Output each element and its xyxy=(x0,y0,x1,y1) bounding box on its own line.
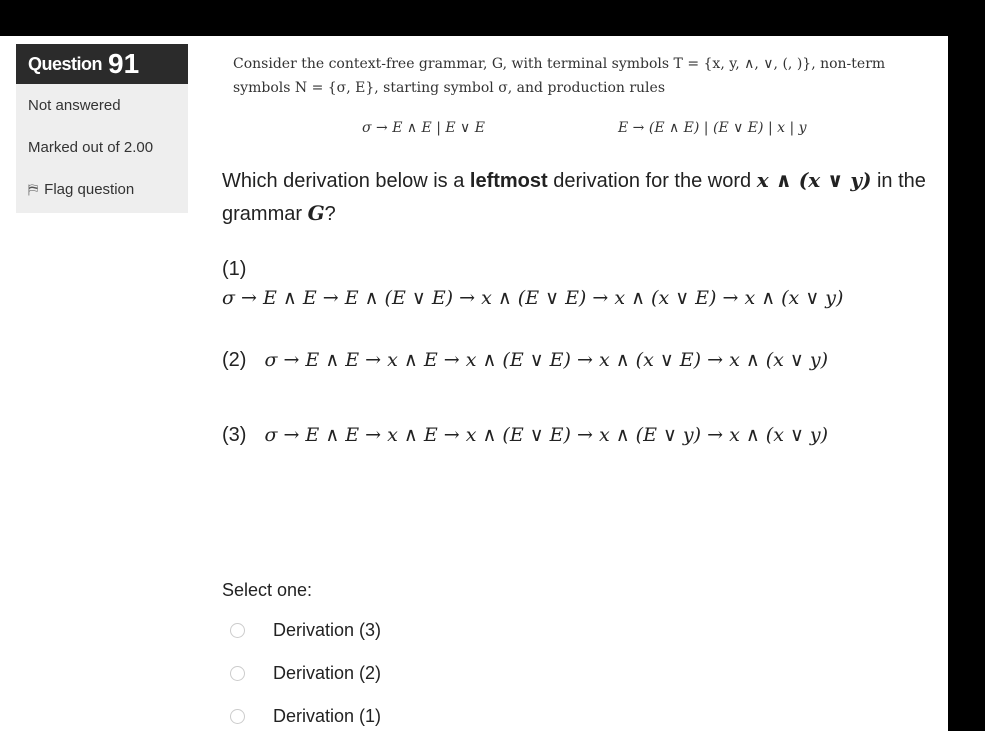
option-label: Derivation (1) xyxy=(273,706,382,726)
prompt-text-2: derivation for the word xyxy=(547,170,757,192)
production-rule-e: E → (E ∧ E) | (E ∨ E) | x | y xyxy=(618,120,807,136)
derivation-math: σ → E ∧ E → x ∧ E → x ∧ (E ∨ E) → x ∧ (x ∨ E) → x ∧ (x ∨ y) xyxy=(264,349,829,371)
derivation-3 xyxy=(222,424,828,447)
option-label: Derivation (2) xyxy=(273,663,382,683)
marks-info: Marked out of 2.00 xyxy=(28,138,154,156)
production-rule-sigma: σ → E ∧ E | E ∨ E xyxy=(362,120,485,136)
derivation-math: σ → E ∧ E → x ∧ E → x ∧ (E ∨ E) → x ∧ (E ∨ y) → x ∧ (x ∨ y) xyxy=(264,424,829,446)
prompt-bold-word: leftmost xyxy=(469,170,548,192)
question-number: 91 xyxy=(108,48,140,79)
derivation-2 xyxy=(222,349,828,372)
intro-line-2: symbols N = {σ, E}, starting symbol σ, and production rules xyxy=(233,80,666,96)
option-derivation-2[interactable] xyxy=(230,663,381,684)
derivation-label: (2) xyxy=(222,349,247,371)
flag-icon: ⛿ xyxy=(28,180,39,197)
option-label: Derivation (3) xyxy=(273,620,382,640)
option-derivation-1[interactable] xyxy=(230,706,381,727)
derivation-label: (1) xyxy=(222,258,247,280)
derivation-label: (3) xyxy=(222,424,247,446)
answer-status: Not answered xyxy=(28,96,121,114)
quiz-page xyxy=(0,36,948,731)
prompt-text-3: in the grammar xyxy=(222,170,926,225)
intro-line-1: Consider the context-free grammar, G, with terminal symbols T = {x, y, ∧, ∨, (, )}, non-term xyxy=(233,56,886,72)
question-word: Question xyxy=(28,53,103,74)
prompt-grammar-symbol: G xyxy=(307,201,325,225)
radio-button[interactable] xyxy=(230,709,245,724)
question-info-panel xyxy=(16,44,188,213)
radio-button[interactable] xyxy=(230,623,245,638)
flag-question-label: Flag question xyxy=(44,180,135,198)
select-one-label: Select one: xyxy=(222,580,313,600)
prompt-text-1: Which derivation below is a xyxy=(222,170,470,192)
prompt-text-4: ? xyxy=(324,203,336,225)
derivation-1 xyxy=(222,258,843,309)
option-derivation-3[interactable] xyxy=(230,620,381,641)
prompt-word-math: x ∧ (x ∨ y) xyxy=(756,168,872,192)
derivation-math: σ → E ∧ E → E ∧ (E ∨ E) → x ∧ (E ∨ E) → x ∧ (x ∨ E) → x ∧ (x ∨ y) xyxy=(222,287,844,309)
question-number-header xyxy=(16,44,188,84)
flag-question-link[interactable] xyxy=(16,168,188,210)
question-prompt xyxy=(222,164,932,230)
question-intro xyxy=(233,52,948,100)
radio-button[interactable] xyxy=(230,666,245,681)
